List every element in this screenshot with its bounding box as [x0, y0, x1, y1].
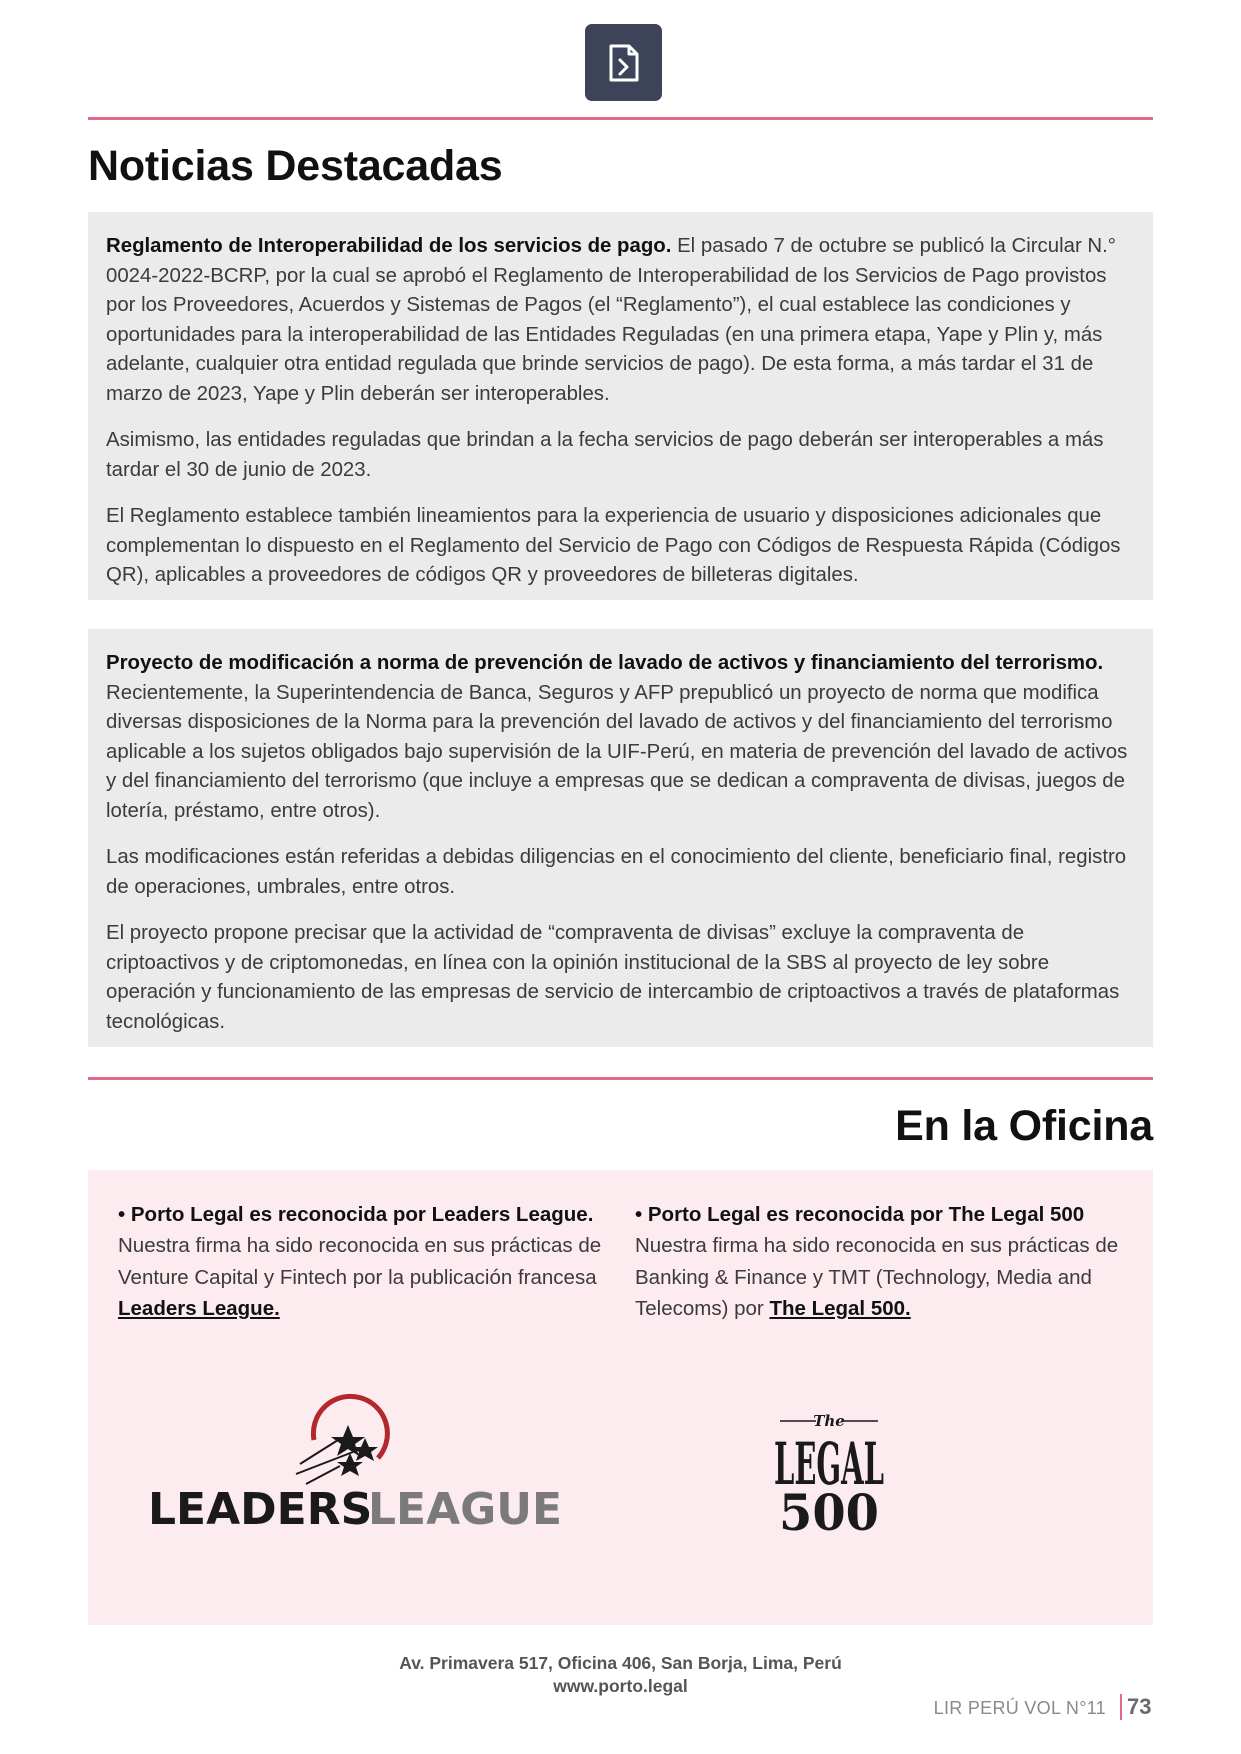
news-text: Recientemente, la Superintendencia de Banca, Seguros y AFP prepublicó un proyecto de norma que modifica diversas disposiciones de la Norma para la prevención del lavado de activos y del financiamiento del terrorismo aplicable a los sujetos obligados bajo supervisión de la UIF-Perú, en materia de prevención del lavado de activos y del financiamiento del terrorismo (que incluye a empresas que se dedican a compraventa de divisas, juegos de lotería, préstamo, entre otros). [106, 681, 1128, 822]
legal500-legal: LEGAL [774, 1430, 884, 1498]
footer-address-block [0, 1652, 1241, 1698]
section-divider-top [88, 117, 1153, 120]
publication-label: LIR PERÚ VOL N°11 [933, 1698, 1106, 1718]
office-section-title: En la Oficina [895, 1102, 1153, 1150]
news-paragraph [106, 232, 1135, 409]
news-paragraph: El proyecto propone precisar que la actividad de “compraventa de divisas” excluye la compraventa de criptoactivos y de criptomonedas, en línea con la opinión institucional de la SBS al proyecto de ley sobre operación y funcionamiento de las empresas de servicio de intercambio de criptoactivos a través de plataformas tecnológicas. [106, 922, 1120, 1033]
office-item-leaders-league [118, 1199, 608, 1325]
section-divider-middle [88, 1077, 1153, 1080]
office-panel [88, 1170, 1153, 1625]
office-item-text: Nuestra firma ha sido reconocida en sus prácticas de Venture Capital y Fintech por la publicación francesa [118, 1234, 602, 1289]
footer-address: Av. Primavera 517, Oficina 406, San Borja, Lima, Perú [399, 1653, 842, 1673]
news-headline: Proyecto de modificación a norma de prevención de lavado de activos y financiamiento del terrorismo. [106, 652, 1104, 674]
leaders-league-link[interactable]: Leaders League. [118, 1297, 280, 1320]
legal500-link[interactable]: The Legal 500. [769, 1297, 911, 1320]
legal500-num: 500 [779, 1483, 879, 1542]
leaders-league-word1: LEADERS [148, 1484, 373, 1535]
office-item-title: • Porto Legal es reconocida por The Legal 500 [635, 1203, 1085, 1226]
office-item-title: • Porto Legal es reconocida por Leaders League. [118, 1203, 594, 1226]
legal500-the: The [813, 1412, 845, 1430]
page-number-divider [1120, 1694, 1122, 1720]
office-item-body [635, 1230, 1125, 1325]
page-number: 73 [1127, 1694, 1152, 1719]
news-paragraph: El Reglamento establece también lineamientos para la experiencia de usuario y disposiciones adicionales que complementan lo dispuesto en el Reglamento del Servicio de Pago con Códigos de Respuesta Rápida (Códigos QR), aplicables a proveedores de códigos QR y proveedores de billeteras digitales. [106, 505, 1121, 586]
news-paragraph: Las modificaciones están referidas a debidas diligencias en el conocimiento del cliente, beneficiario final, registro de operaciones, umbrales, entre otros. [106, 846, 1127, 898]
leaders-league-logo [128, 1404, 568, 1534]
document-arrow-icon [585, 24, 662, 101]
news-text: El pasado 7 de octubre se publicó la Circular N.° 0024-2022-BCRP, por la cual se aprobó el Reglamento de Interoperabilidad de los Servicios de Pago provistos por los Proveedores, Acuerdos y Sistemas de Pagos (el “Reglamento”), el cual establece las condiciones y oportunidades para la interoperabilidad de las Entidades Reguladas (en una primera etapa, Yape y Plin y, más adelante, cualquier otra entidad regulada que brinde servicios de pago). De esta forma, a más tardar el 31 de marzo de 2023, Yape y Plin deberán ser interoperables. [106, 235, 1116, 405]
office-item-text: Nuestra firma ha sido reconocida en sus prácticas de Banking & Finance y TMT (Technology, Media and Telecoms) por [635, 1234, 1119, 1320]
news-paragraph [106, 649, 1135, 826]
news-section-title: Noticias Destacadas [88, 142, 503, 190]
news-paragraph: Asimismo, las entidades reguladas que brindan a la fecha servicios de pago deberán ser interoperables a más tardar el 30 de junio de 2023. [106, 429, 1104, 481]
news-headline: Reglamento de Interoperabilidad de los servicios de pago. [106, 235, 672, 257]
office-item-legal500 [635, 1199, 1125, 1325]
news-item-interoperability [88, 212, 1153, 600]
footer-website[interactable]: www.porto.legal [553, 1676, 688, 1696]
leaders-league-word2: LEAGUE [368, 1484, 563, 1535]
legal500-logo [738, 1404, 918, 1542]
news-item-money-laundering [88, 629, 1153, 1047]
office-item-body [118, 1230, 608, 1325]
